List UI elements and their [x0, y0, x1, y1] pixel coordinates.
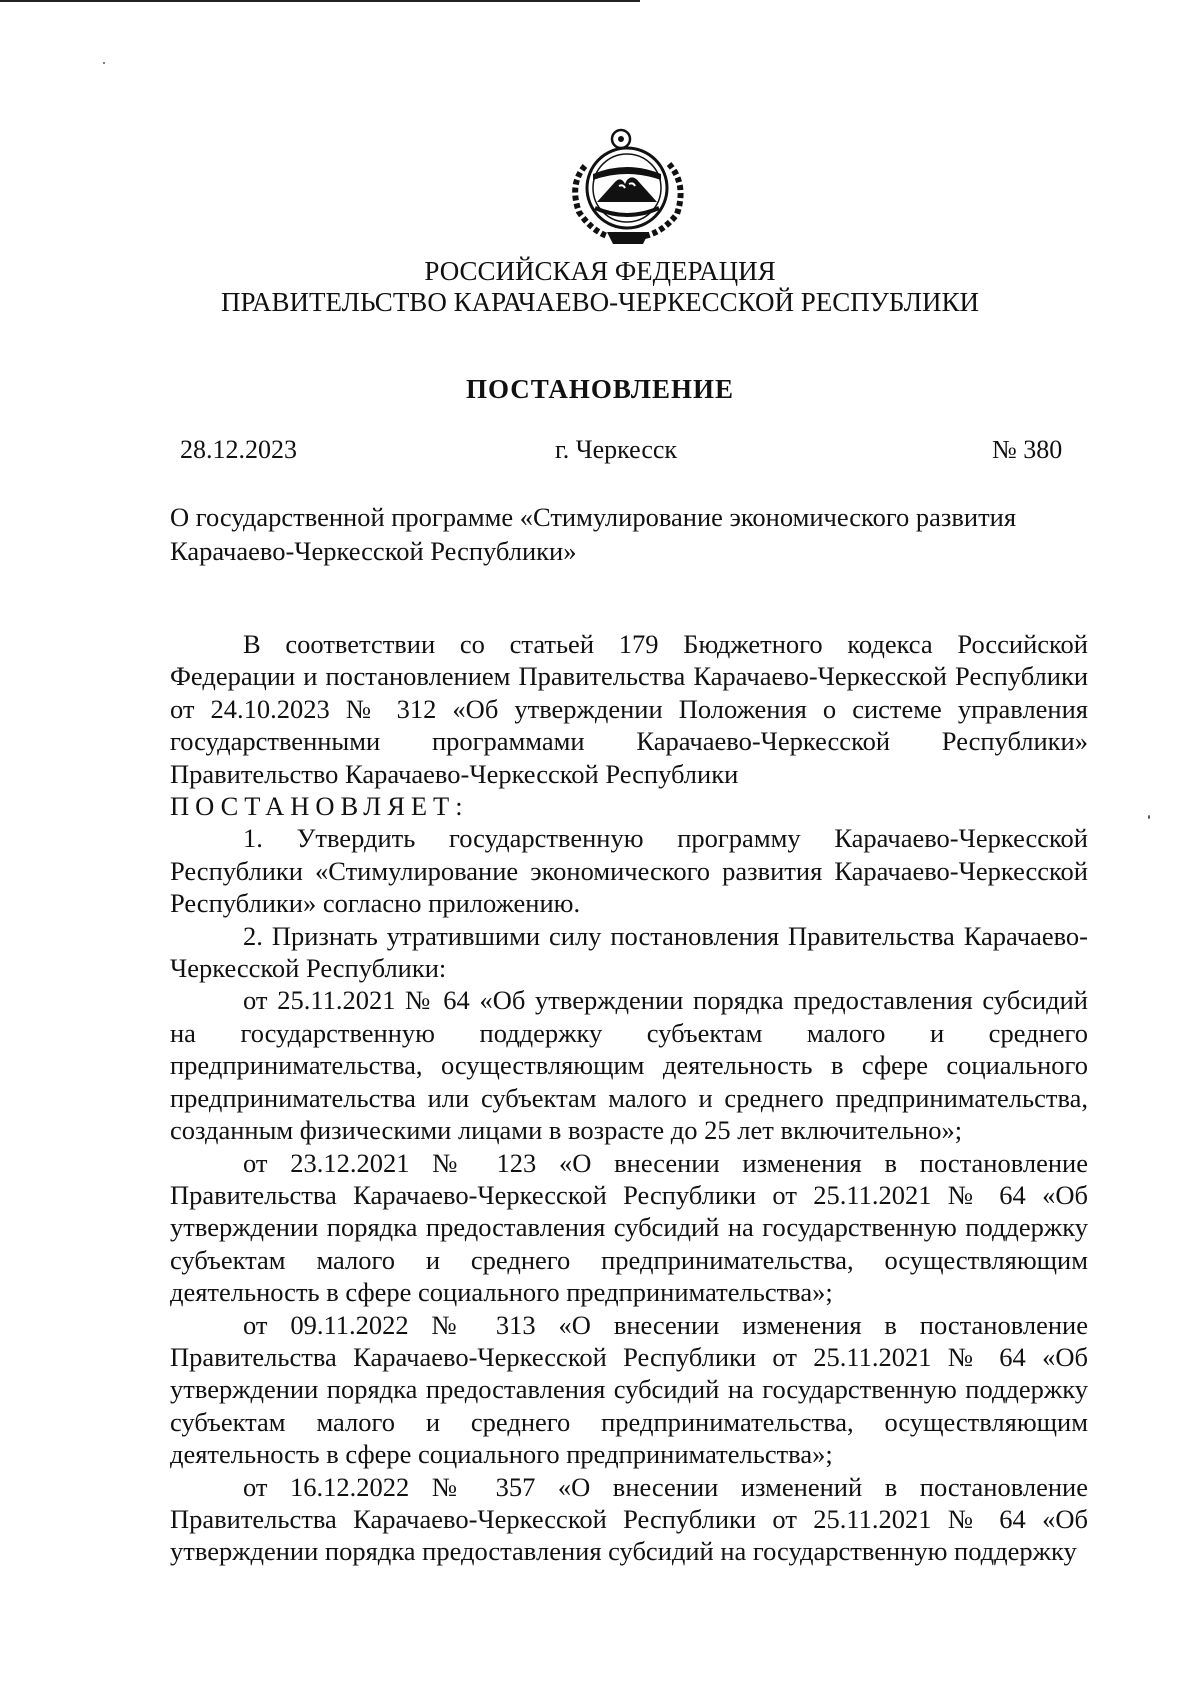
- coat-of-arms-icon: [563, 126, 703, 251]
- document-subject: О государственной программе «Стимулирование экономического развития Карачаево-Черкесской Республики»: [170, 502, 1017, 566]
- scan-speck: [103, 62, 105, 64]
- item-paragraph: 1. Утвердить государственную программу Карачаево-Черкесской Республики «Стимулирование экономического развития Карачаево-Черкесской Республики» согласно приложению.: [170, 823, 1088, 919]
- country-heading: РОССИЙСКАЯ ФЕДЕРАЦИЯ: [424, 256, 776, 286]
- resolves-heading: ПОСТАНОВЛЯЕТ:: [170, 791, 469, 822]
- document-city: г. Черкесск: [555, 435, 678, 464]
- document-date: 28.12.2023: [180, 435, 297, 464]
- item-paragraph: 2. Признать утратившими силу постановления Правительства Карачаево-Черкесской Республики:: [170, 920, 1088, 984]
- repealed-act-paragraph: от 23.12.2021 № 123 «О внесении изменения в постановление Правительства Карачаево-Черкесской Республики от 25.11.2021 № 64 «Об утверждении порядка предоставления субсидий на государственную поддержку субъектам малого и среднего предпринимательства, осуществляющим деятельность в сфере социального предпринимательства»;: [170, 1147, 1088, 1308]
- repealed-act-paragraph: от 25.11.2021 № 64 «Об утверждении порядка предоставления субсидий на государственную поддержку субъектам малого и среднего предпринимательства, осуществляющим деятельность в сфере социального предпринимательства или субъектам малого и среднего предпринимательства, созданным физическими лицами в возрасте до 25 лет включительно»;: [170, 985, 1088, 1146]
- document-number: № 380: [992, 435, 1063, 464]
- scan-edge-line: [0, 0, 640, 2]
- repealed-act-paragraph: от 16.12.2022 № 357 «О внесении изменений в постановление Правительства Карачаево-Черкесской Республики от 25.11.2021 № 64 «Об утверждении порядка предоставления субсидий на государственную поддержку: [170, 1471, 1088, 1567]
- repealed-act-paragraph: от 09.11.2022 № 313 «О внесении изменения в постановление Правительства Карачаево-Черкесской Республики от 25.11.2021 № 64 «Об утверждении порядка предоставления субсидий на государственную поддержку субъектам малого и среднего предпринимательства, осуществляющим деятельность в сфере социального предпринимательства»;: [170, 1309, 1088, 1470]
- document-body: [170, 628, 1088, 1568]
- preamble-paragraph: В соответствии со статьей 179 Бюджетного кодекса Российской Федерации и постановлением Правительства Карачаево-Черкесской Республики от 24.10.2023 № 312 «Об утверждении Положения о системе управления государственными программами Карачаево-Черкесской Республики» Правительство Карачаево-Черкесской Республики: [170, 629, 1088, 789]
- government-heading: ПРАВИТЕЛЬСТВО КАРАЧАЕВО-ЧЕРКЕССКОЙ РЕСПУБЛИКИ: [220, 287, 980, 317]
- scan-speck: [1148, 815, 1150, 819]
- document-type-title: ПОСТАНОВЛЕНИЕ: [465, 374, 735, 404]
